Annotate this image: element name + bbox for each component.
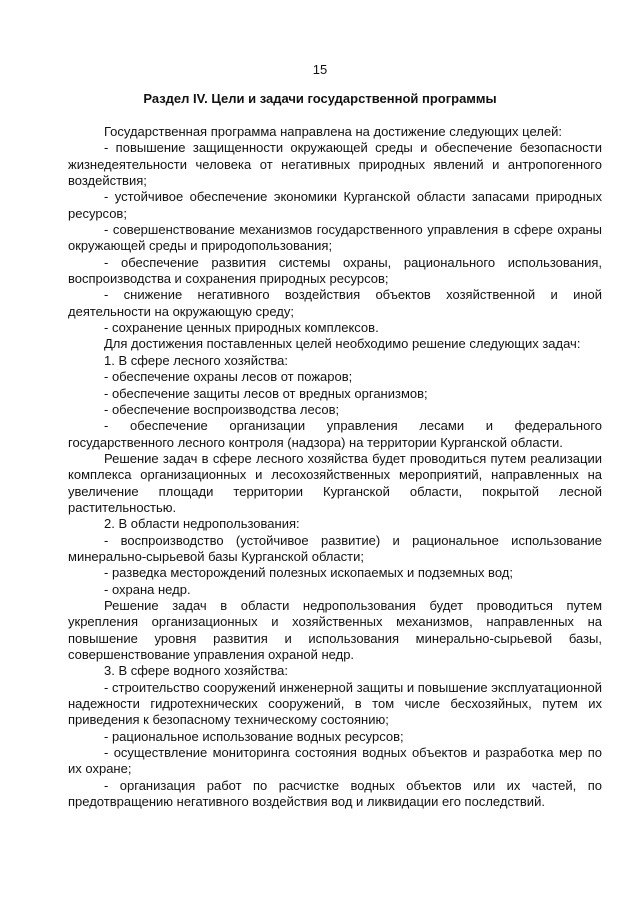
task-item: - охрана недр. — [104, 581, 191, 597]
task-item: - рациональное использование водных ресурсов; — [104, 728, 404, 744]
task-item: - осуществление мониторинга состояния водных объектов и разработка мер по их охране; — [68, 745, 602, 777]
task-item: - обеспечение охраны лесов от пожаров; — [104, 369, 353, 385]
subsection-water: 3. В сфере водного хозяйства: — [104, 663, 288, 679]
subsection-forestry: 1. В сфере лесного хозяйства: — [104, 352, 289, 368]
section-heading: Раздел IV. Цели и задачи государственной программы — [143, 91, 497, 106]
task-item: - разведка месторождений полезных ископаемых и подземных вод; — [104, 565, 513, 581]
paragraph-tasks-intro: Для достижения поставленных целей необходимо решение следующих задач: — [104, 336, 581, 352]
task-item: - воспроизводство (устойчивое развитие) и рациональное использование минерально-сырьевой базы Курганской области; — [68, 532, 602, 564]
document-body — [68, 124, 602, 810]
task-item: - обеспечение воспроизводства лесов; — [104, 401, 340, 417]
goal-item: - совершенствование механизмов государственного управления в сфере охраны окружающей среды и природопользования; — [68, 222, 602, 254]
task-item: - обеспечение защиты лесов от вредных организмов; — [104, 385, 428, 401]
paragraph-intro: Государственная программа направлена на достижение следующих целей: — [104, 124, 562, 139]
paragraph-subsoil-solution: Решение задач в области недропользования будет проводиться путем укрепления организационных и хозяйственных механизмов, направленных на повышение уровня развития и использования минерально-сырьевой базы, совершенствование управления охраной недр. — [68, 597, 602, 662]
goal-item: - снижение негативного воздействия объектов хозяйственной и иной деятельности на окружающую среду; — [68, 287, 602, 319]
subsection-subsoil: 2. В области недропользования: — [104, 516, 300, 532]
goal-item: - обеспечение развития системы охраны, рационального использования, воспроизводства и сохранения природных ресурсов; — [68, 254, 602, 287]
goal-item: - устойчивое обеспечение экономики Курганской области запасами природных ресурсов; — [68, 189, 602, 221]
task-item: - обеспечение организации управления лесами и федерального государственного лесного контроля (надзора) на территории Курганской области. — [68, 418, 602, 450]
goal-item: - повышение защищенности окружающей среды и обеспечение безопасности жизнедеятельности человека от негативных природных явлений и антропогенного воздействия; — [68, 140, 602, 189]
paragraph-forestry-solution: Решение задач в сфере лесного хозяйства будет проводиться путем реализации комплекса организационных и лесохозяйственных мероприятий, направленных на увеличение площади территории Курганской области, покрытой лесной растительностью. — [68, 450, 602, 515]
task-item: - организация работ по расчистке водных объектов или их частей, по предотвращению негативного воздействия вод и ликвидации его последствий. — [68, 777, 602, 810]
task-item: - строительство сооружений инженерной защиты и повышение эксплуатационной надежности гидротехнических сооружений, в том числе бесхозяйных, путем их приведения к безопасному техническому состоянию; — [68, 679, 602, 728]
page-number: 15 — [312, 62, 328, 77]
goal-item: - сохранение ценных природных комплексов. — [104, 320, 379, 336]
